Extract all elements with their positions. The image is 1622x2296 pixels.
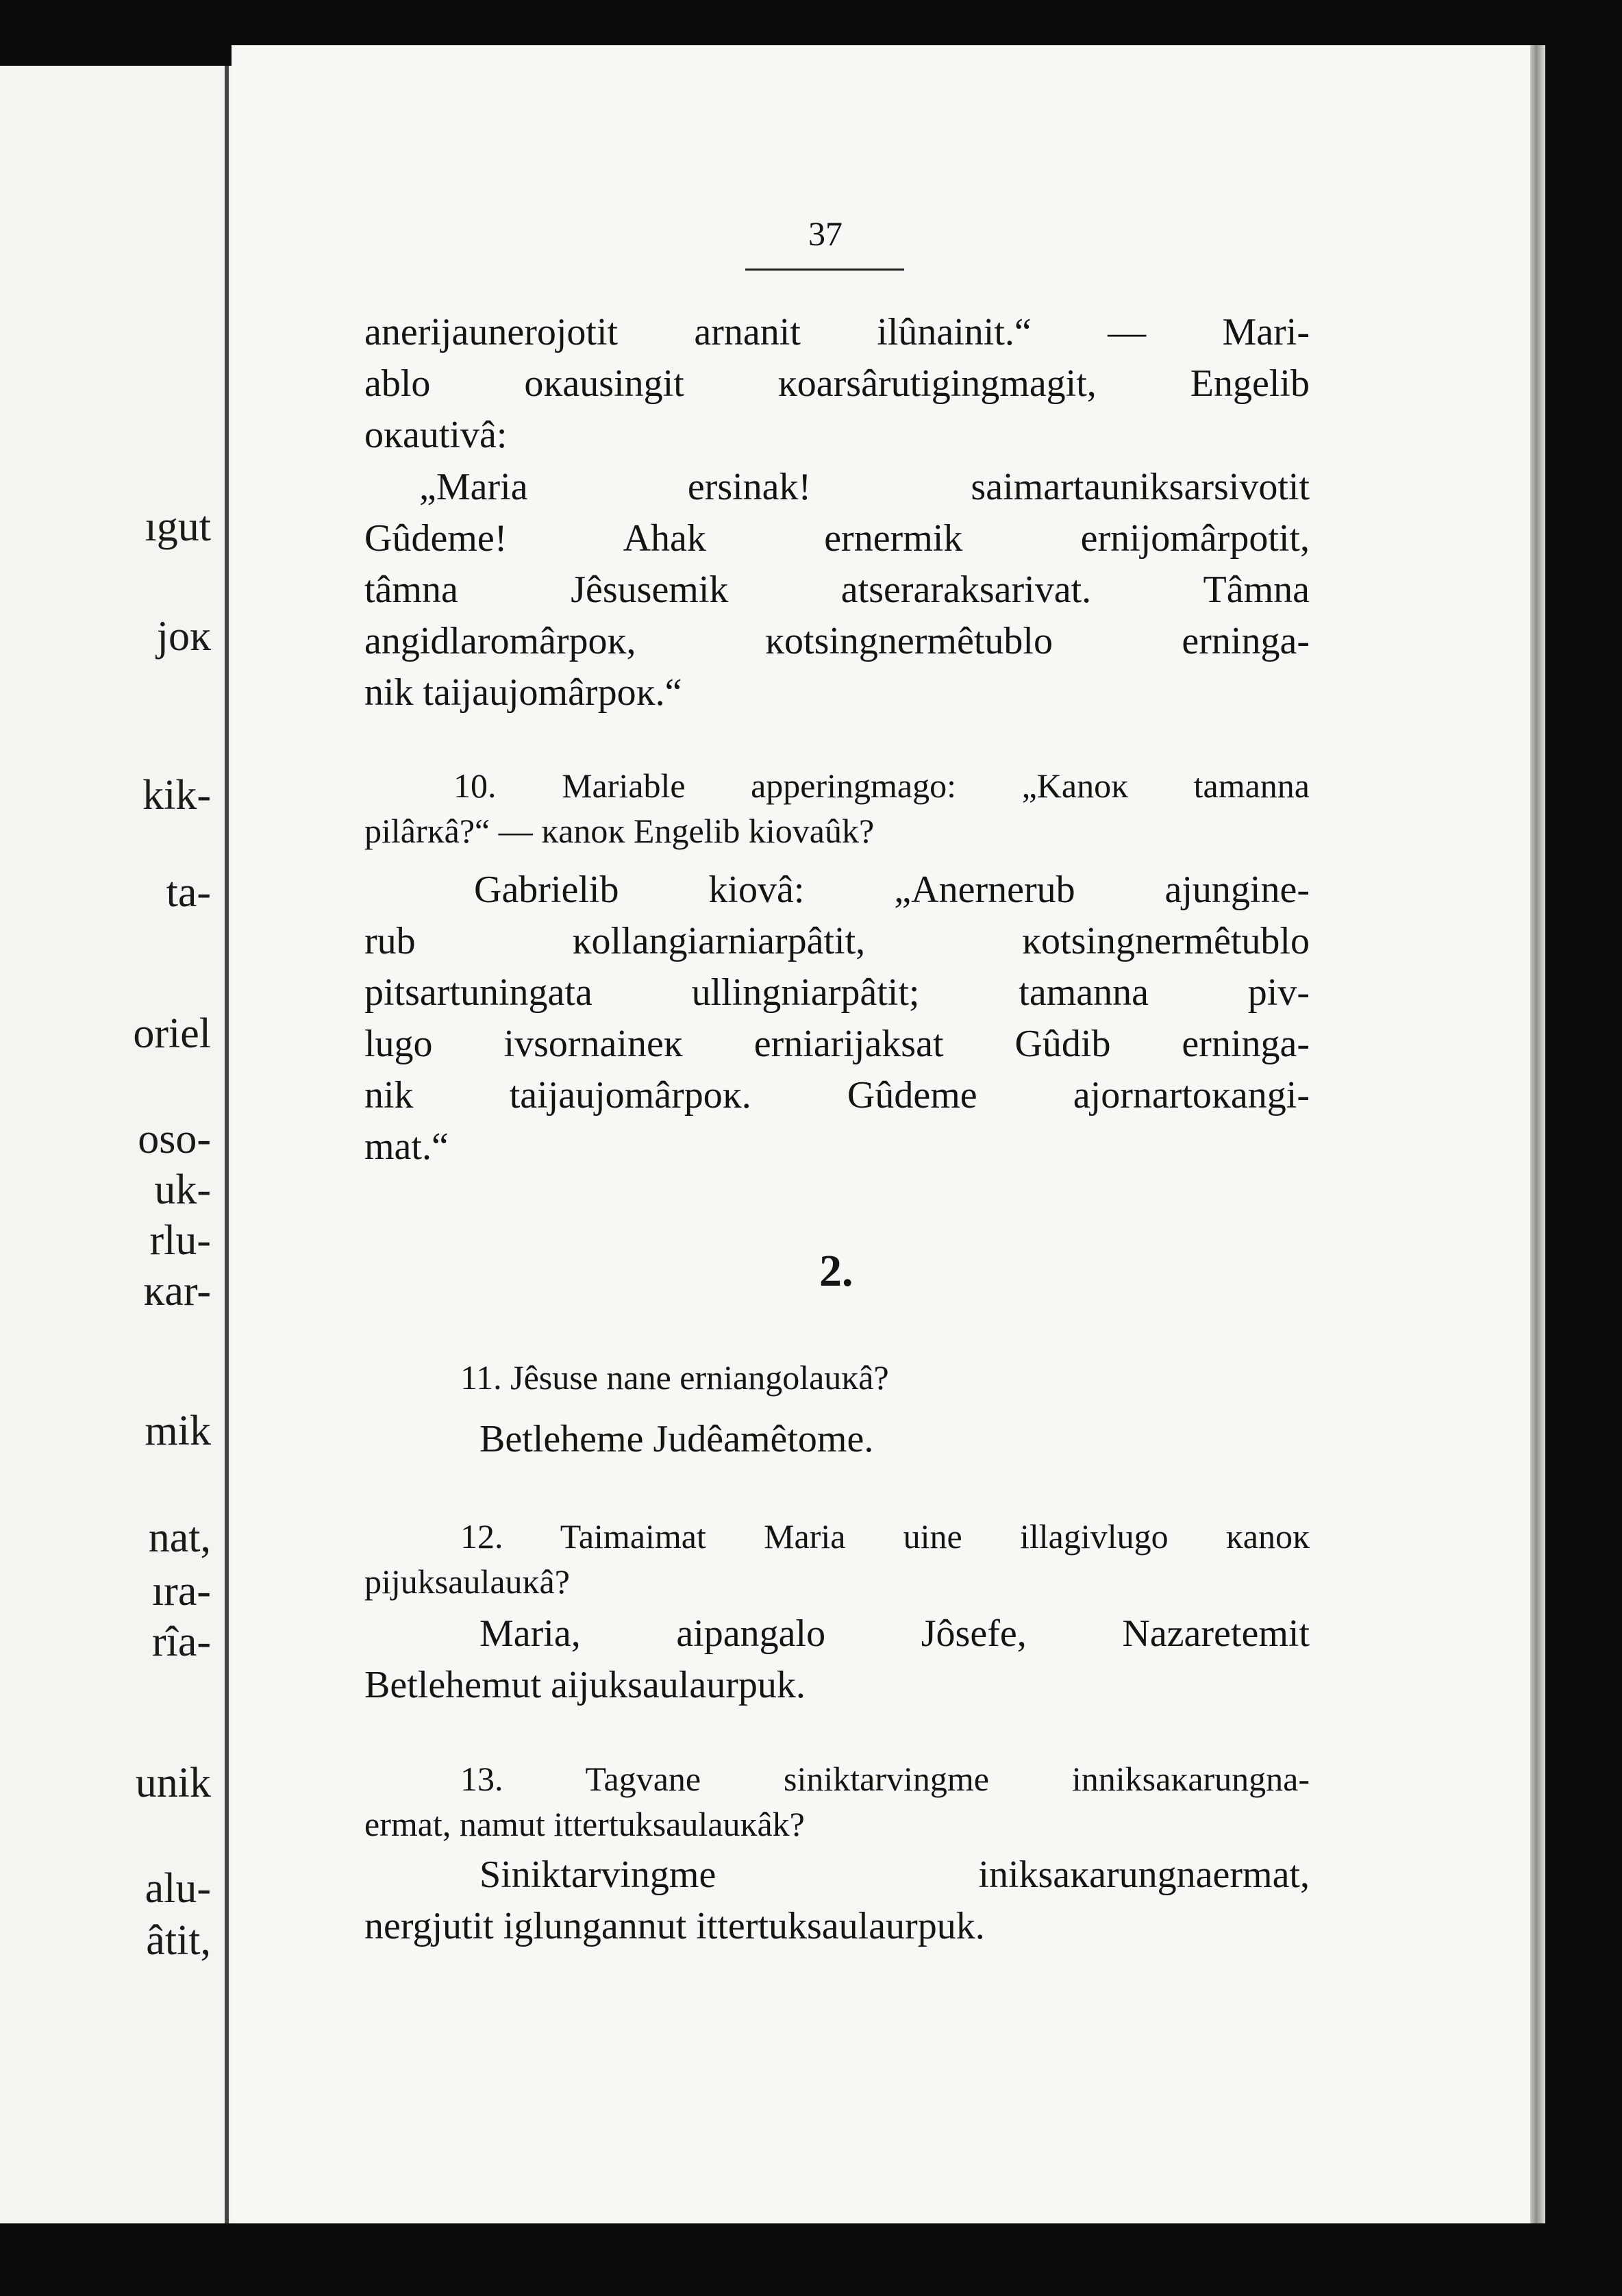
text-line: pijuksaulauĸâ?: [364, 1562, 570, 1601]
text-line: pitsartuningata ullingniarpâtit; tamanna piv-: [364, 971, 1310, 1014]
left-margin-fragment: unik: [135, 1760, 211, 1806]
question-13: [364, 1756, 1310, 1847]
left-margin-fragment: rlu-: [149, 1217, 211, 1264]
answer-12: [364, 1608, 1310, 1711]
left-page: [0, 66, 232, 2223]
scan-right-border: [1545, 45, 1622, 2223]
page-number-rule: [745, 269, 904, 271]
question-10: [364, 763, 1310, 853]
book-gutter: [225, 66, 229, 2223]
text-line: anerijaunerojotit arnanit ilûnainit.“ — Mari-: [364, 311, 1310, 353]
text-line: 13. Tagvane siniktarvingme inniksaĸarungna-: [460, 1760, 1310, 1798]
text-line: ablo oĸausingit ĸoarsârutigingmagit, Engelib: [364, 362, 1310, 405]
left-margin-fragment: alu-: [145, 1865, 211, 1912]
text-line: nergjutit iglungannut ittertuksaulaurpuk.: [364, 1905, 985, 1947]
scan-bottom-border: [0, 2223, 1622, 2296]
question-11: [364, 1355, 1310, 1400]
question-12: [364, 1514, 1310, 1604]
text-line: nik taijaujomârpoĸ. Gûdeme ajornartoĸangi-: [364, 1074, 1310, 1116]
text-line: Betleheme Judêamêtome.: [479, 1418, 874, 1460]
text-line: Gûdeme! Ahak ernermik ernijomârpotit,: [364, 517, 1310, 560]
text-line: „Maria ersinak! saimartauniksarsivotit: [419, 466, 1310, 508]
answer-11: [364, 1414, 1310, 1465]
left-margin-fragment: ta-: [166, 869, 211, 916]
left-margin-fragment: uk-: [154, 1166, 211, 1213]
text-line: tâmna Jêsusemik atseraraksarivat. Tâmna: [364, 569, 1310, 611]
text-line: angidlaromârpoĸ, ĸotsingnermêtublo erninga-: [364, 620, 1310, 662]
text-line: rub ĸollangiarniarpâtit, ĸotsingnermêtublo: [364, 920, 1310, 962]
left-margin-fragment: ıgut: [145, 503, 211, 550]
quotation-paragraph: [364, 462, 1310, 719]
page-number: 37: [808, 214, 843, 253]
left-margin-fragment: ıra-: [151, 1568, 211, 1614]
text-line: Maria, aipangalo Jôsefe, Nazaretemit: [479, 1612, 1310, 1655]
text-line: nik taijaujomârpoĸ.“: [364, 671, 682, 714]
page-edge: [1530, 45, 1545, 2223]
text-line: ermat, namut ittertuksaulauĸâk?: [364, 1805, 805, 1843]
left-margin-fragment: âtit,: [146, 1917, 211, 1964]
left-margin-fragment: joĸ: [156, 613, 211, 660]
text-line: Gabrielib kiovâ: „Anernerub ajungine-: [474, 869, 1310, 911]
answer-10: [364, 864, 1310, 1173]
paragraph: [364, 307, 1310, 461]
left-margin-fragment: kik-: [142, 772, 211, 819]
answer-13: [364, 1849, 1310, 1952]
text-line: Betlehemut aijuksaulaurpuk.: [364, 1664, 806, 1706]
text-line: mat.“: [364, 1125, 449, 1168]
text-line: oĸautivâ:: [364, 414, 508, 456]
left-margin-fragment: mik: [145, 1408, 211, 1454]
section-number: 2.: [819, 1246, 853, 1296]
text-line: 11. Jêsuse nane erniangolauĸâ?: [460, 1358, 889, 1397]
text-line: lugo ivsornaineĸ erniarijaksat Gûdib erninga-: [364, 1023, 1310, 1065]
text-line: 10. Mariable apperingmago: „Kanoĸ tamanna: [453, 766, 1310, 805]
text-line: 12. Taimaimat Maria uine illagivlugo ĸanoĸ: [460, 1517, 1310, 1556]
text-line: pilârĸâ?“ — ĸanoĸ Engelib kiovaûk?: [364, 812, 875, 850]
left-margin-fragment: rîa-: [151, 1619, 211, 1665]
left-margin-fragment: oso-: [138, 1116, 211, 1162]
left-margin-fragment: oriel: [133, 1010, 211, 1057]
left-margin-fragment: ĸar-: [143, 1268, 211, 1314]
left-margin-fragment: nat,: [148, 1514, 211, 1561]
text-line: Siniktarvingme iniksaĸarungnaermat,: [479, 1854, 1310, 1896]
